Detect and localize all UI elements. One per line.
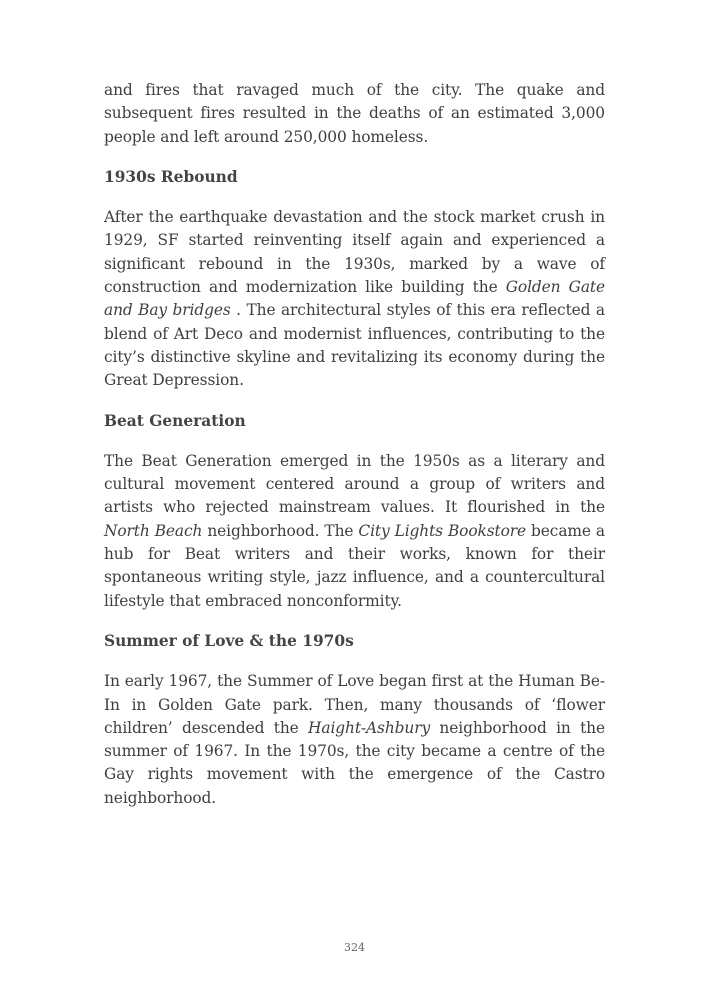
- summer-text-1: In early 1967, the Summer of Love began first at the Human Be-In in Golden Gate park. Then, many thousands of ‘flower children’ descended the: [104, 672, 605, 737]
- beat-text-2: neighborhood. The: [202, 521, 359, 540]
- intro-text: and fires that ravaged much of the city. The quake and subsequent fires resulted in the deaths of an estimated 3,000 people and left around 250,000 homeless.: [104, 81, 605, 146]
- intro-paragraph: [104, 79, 605, 149]
- page-number: 324: [344, 941, 365, 954]
- rebound-paragraph: [104, 206, 605, 392]
- rebound-text-1: After the earthquake devastation and the stock market crush in 1929, SF started reinventing itself again and experienced a significant rebound in the 1930s, marked by a wave of construction and modernization like building the: [104, 208, 605, 297]
- page-content: [104, 79, 605, 827]
- section-heading-beat-generation: Beat Generation: [104, 411, 246, 430]
- rebound-text-2: . The architectural styles of this era reflected a blend of Art Deco and modernist influences, contributing to the city’s distinctive skyline and revitalizing its economy during the Great Depression.: [104, 301, 605, 390]
- summer-emphasis-haight-ashbury: Haight-Ashbury: [308, 718, 431, 737]
- section-heading-summer-of-love: Summer of Love & the 1970s: [104, 631, 354, 650]
- section-heading-1930s-rebound: 1930s Rebound: [104, 167, 238, 186]
- rebound-emphasis-bridges: Golden Gate and Bay bridges: [104, 278, 605, 320]
- summer-paragraph: [104, 670, 605, 810]
- beat-emphasis-city-lights: City Lights Bookstore: [358, 521, 527, 540]
- beat-emphasis-north-beach: North Beach: [104, 521, 203, 540]
- summer-text-2: neighborhood in the summer of 1967. In the 1970s, the city became a centre of the Gay rights movement with the emergence of the Castro neighborhood.: [104, 718, 605, 807]
- beat-text-3: became a hub for Beat writers and their works, known for their spontaneous writing style, jazz influence, and a countercultural lifestyle that embraced nonconformity.: [104, 521, 605, 610]
- beat-paragraph: [104, 450, 605, 613]
- beat-text-1: The Beat Generation emerged in the 1950s as a literary and cultural movement centered around a group of writers and artists who rejected mainstream values. It flourished in the: [104, 451, 605, 517]
